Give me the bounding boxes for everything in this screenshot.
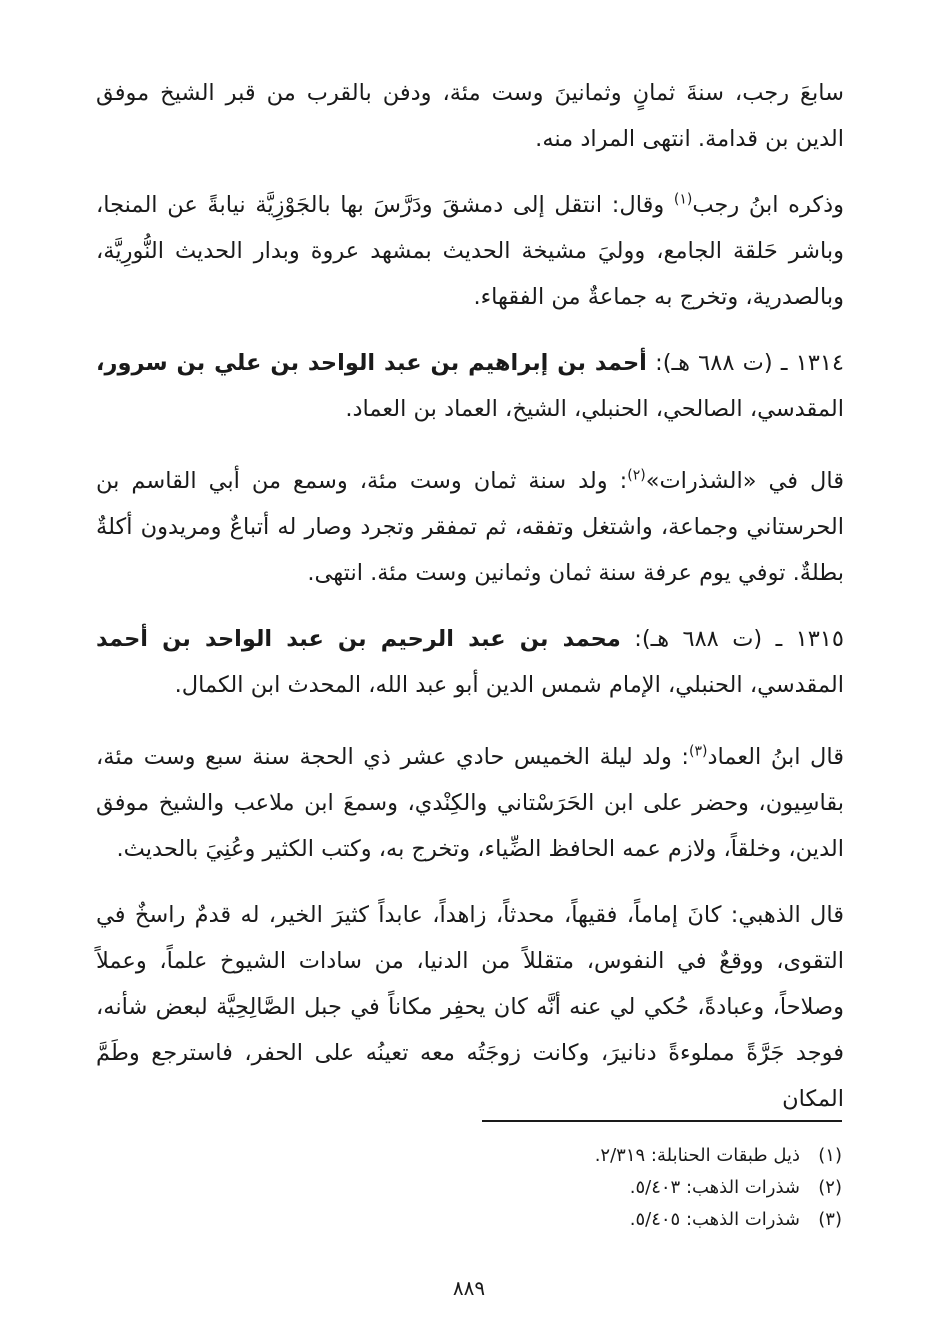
footnote-text: شذرات الذهب: ٥/٤٠٣.	[629, 1177, 800, 1198]
page-number: ٨٨٩	[452, 1276, 486, 1300]
paragraph-dhahabi: قال الذهبي: كانَ إماماً، فقيهاً، محدثاً، زاهداً، عابداً كثيرَ الخير، له قدمٌ راسخٌ في التقوى، ووقعٌ في النفوس، متقللاً من الدنيا، من سادات الشيوخ علماً، وعملاً وصلاحاً، وعبادةً، حُكي لي عنه أنَّه كان يحفِر مكاناً في جبل الصَّالِحِيَّة لبعض شأنه، فوجد جَرَّةً مملوءةً دنانيرَ، وكانت زوجَتُه معه تعينُه على الحفر، فاسترجع وطَمَّ المكان	[96, 902, 844, 1112]
footnotes	[482, 1120, 842, 1236]
entry-number-1314: ١٣١٤ ـ (ت ٦٨٨ هـ):	[646, 350, 844, 376]
entry-name-1315: محمد بن عبد الرحيم بن عبد الواحد بن أحمد	[96, 626, 621, 652]
entry-1315	[96, 616, 844, 708]
entry-number-1315: ١٣١٥ ـ (ت ٦٨٨ هـ):	[620, 626, 844, 652]
page-body	[96, 70, 844, 1142]
footnote-number: (١)	[818, 1145, 842, 1166]
footnote-number: (٣)	[818, 1209, 842, 1230]
entry-name-1314: أحمد بن إبراهيم بن عبد الواحد بن علي بن سرور،	[96, 350, 647, 376]
footnote-3	[482, 1204, 842, 1236]
entry-description-1315: المقدسي، الحنبلي، الإمام شمس الدين أبو عبد الله، المحدث ابن الكمال.	[174, 672, 844, 698]
footnote-ref-2[interactable]: (٢)	[627, 467, 646, 484]
footnote-1	[482, 1140, 842, 1172]
entry-description-1314: المقدسي، الصالحي، الحنبلي، الشيخ، العماد بن العماد.	[345, 396, 844, 422]
footnote-ref-3[interactable]: (٣)	[688, 743, 708, 760]
paragraph-continuation: سابعَ رجب، سنةَ ثمانٍ وثمانينَ وست مئة، ودفن بالقرب من قبر الشيخ موفق الدين بن قدامة. انتهى المراد منه.	[96, 80, 844, 152]
text-run: قال ابنُ العماد	[707, 744, 844, 770]
text-run: قال في «الشذرات»	[645, 468, 844, 494]
text-run: وقال: انتقل إلى دمشقَ ودَرَّسَ بها بالجَوْزِيَّة نيابةً عن المنجا، وباشر حَلقة الجامع، ووليَ مشيخة الحديث بمشهد عروة وبدار الحديث النُّورِيَّة، وبالصدرية، وتخرج به جماعةٌ من الفقهاء.	[96, 192, 844, 310]
paragraph-shadharat	[96, 458, 844, 596]
entry-1314	[96, 340, 844, 432]
footnote-ref-1[interactable]: (١)	[673, 191, 693, 208]
footnote-text: شذرات الذهب: ٥/٤٠٥.	[629, 1209, 800, 1230]
footnote-text: ذيل طبقات الحنابلة: ٢/٣١٩.	[594, 1145, 800, 1166]
text-run: وذكره ابنُ رجب	[692, 192, 844, 218]
text-run: : ولد ليلة الخميس حادي عشر ذي الحجة سنة سبع وست مئة، بقاسِيون، وحضر على ابن الحَرَسْتاني والكِنْدي، وسمعَ ابن ملاعب والشيخ موفق الدين، وخلقاً، ولازم عمه الحافظ الضِّياء، وتخرج به، وكتب الكثير وعُنِيَ بالحديث.	[96, 744, 844, 862]
text-run: : ولد سنة ثمان وست مئة، وسمع من أبي القاسم بن الحرستاني وجماعة، واشتغل وتفقه، ثم تمفقر وتجرد وصار له أتباعٌ ومريدون أكلةٌ بطلةٌ. توفي يوم عرفة سنة ثمان وثمانين وست مئة. انتهى.	[96, 468, 844, 586]
footnote-number: (٢)	[818, 1177, 842, 1198]
paragraph-ibn-al-imad	[96, 734, 844, 872]
footnote-2	[482, 1172, 842, 1204]
footnote-divider	[482, 1120, 842, 1122]
paragraph-ibn-rajab	[96, 182, 844, 320]
